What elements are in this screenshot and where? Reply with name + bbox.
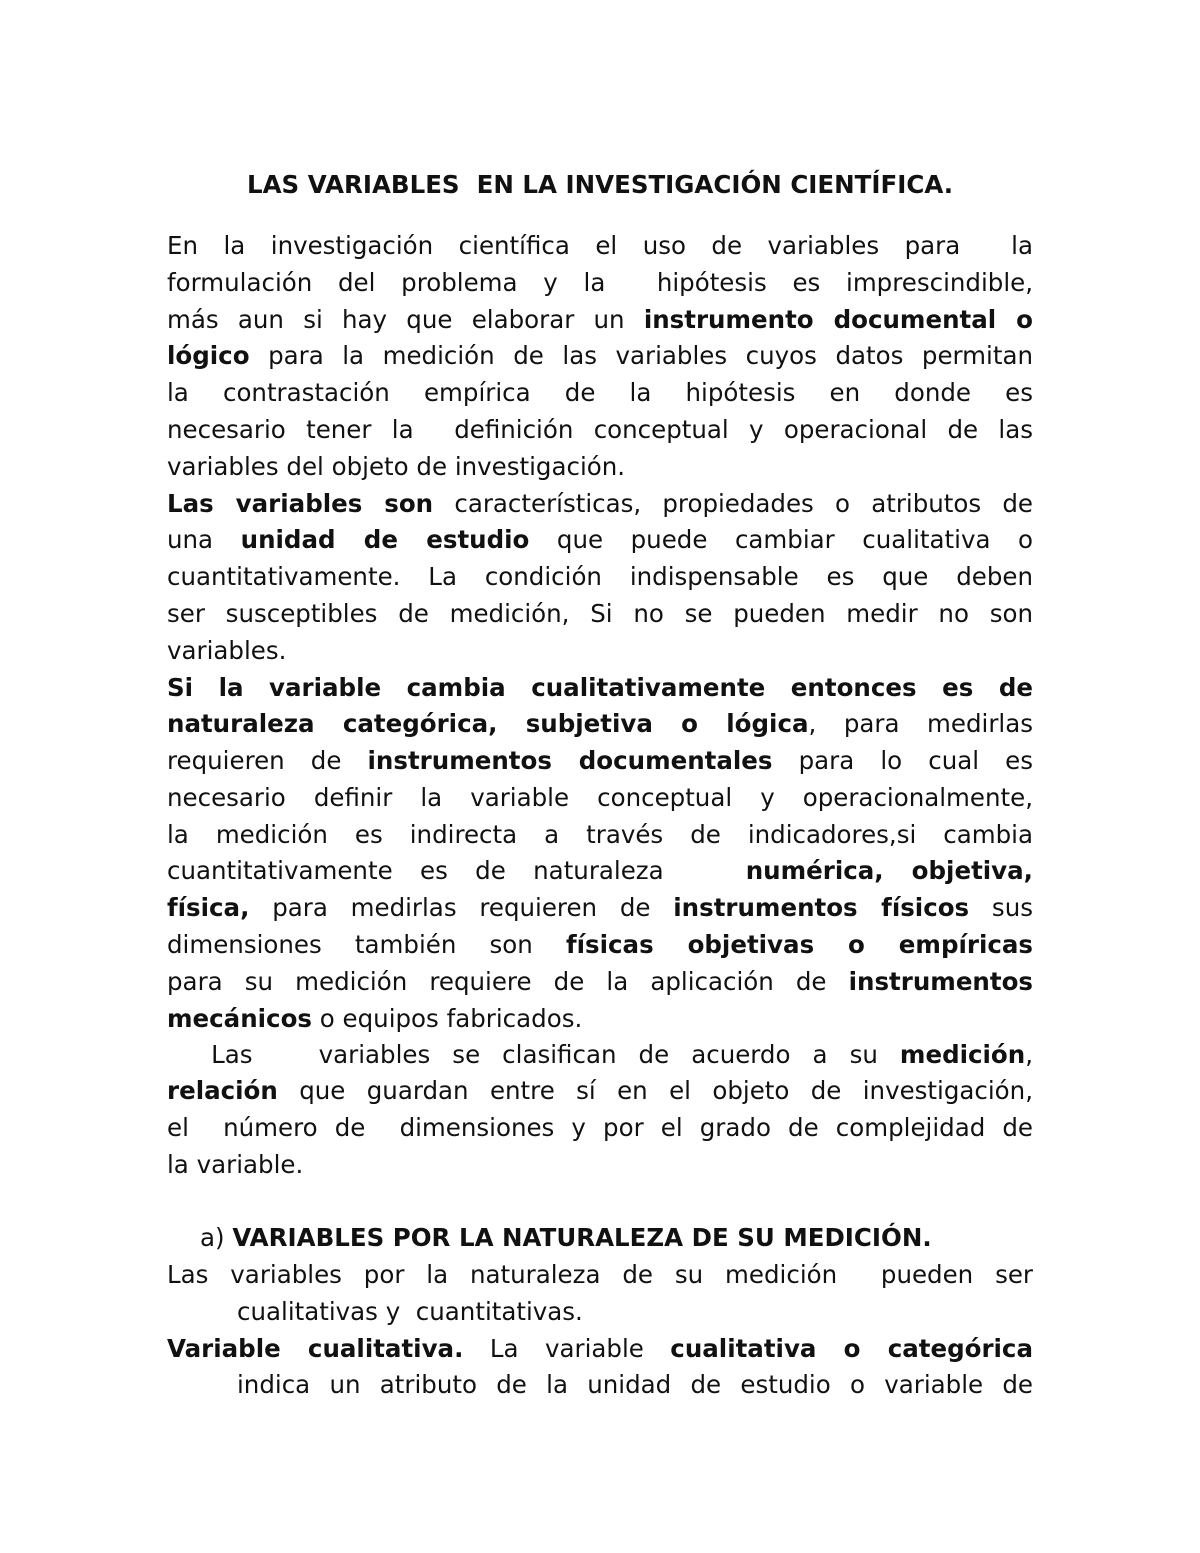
paragraph-definition <box>167 486 1033 670</box>
bold-text-run: mecánicos <box>167 1003 312 1033</box>
text-run: La variable <box>463 1333 671 1363</box>
text-line <box>167 559 1033 596</box>
text-run: necesario tener la definición conceptual y operacional de las <box>167 414 1033 444</box>
text-line <box>167 964 1033 1001</box>
text-line <box>167 706 1033 743</box>
text-run: cuantitativamente. La condición indispensable es que deben <box>167 562 1033 592</box>
paragraph-qualitative-variable <box>167 1331 1033 1405</box>
bold-text-run: Si la variable cambia cualitativamente entonces es de <box>167 672 1033 702</box>
text-line <box>167 596 1033 633</box>
text-run: cualitativas y cuantitativas. <box>237 1296 583 1326</box>
text-line <box>167 449 1033 486</box>
bold-text-run: Variable cualitativa. <box>167 1333 464 1363</box>
text-line <box>167 375 1033 412</box>
section-heading-a <box>200 1220 932 1256</box>
text-line <box>167 522 1033 559</box>
text-run: requieren de <box>167 746 368 776</box>
text-run: indica un atributo de la unidad de estudio o variable de <box>237 1370 1033 1400</box>
text-run: , <box>1025 1039 1033 1069</box>
text-line <box>167 780 1033 817</box>
text-run: la variable. <box>167 1149 304 1179</box>
text-run: el número de dimensiones y por el grado de complejidad de <box>167 1113 1033 1143</box>
text-line <box>167 1037 1033 1074</box>
text-run: , para medirlas <box>808 709 1033 739</box>
bold-text-run: instrumento documental o <box>643 304 1033 334</box>
bold-text-run: relación <box>167 1076 278 1106</box>
paragraph-classification <box>167 1037 1033 1184</box>
text-line <box>167 927 1033 964</box>
bold-text-run: instrumentos <box>848 966 1033 996</box>
text-run: o equipos fabricados. <box>311 1003 583 1033</box>
text-run: para la medición de las variables cuyos datos permitan <box>249 341 1033 371</box>
text-line <box>167 265 1033 302</box>
text-run: necesario definir la variable conceptual y operacionalmente, <box>167 782 1033 812</box>
text-run: una <box>167 525 241 555</box>
bold-text-run: instrumentos físicos <box>673 893 970 923</box>
text-run: más aun si hay que elaborar un <box>167 304 644 334</box>
text-run: dimensiones también son <box>167 930 566 960</box>
bold-text-run: medición <box>899 1039 1026 1069</box>
text-line <box>167 743 1033 780</box>
bold-text-run: cualitativa o categórica <box>670 1333 1033 1363</box>
paragraph-measurement-types <box>167 1257 1033 1331</box>
bold-text-run: físicas objetivas o empíricas <box>565 930 1033 960</box>
text-line <box>167 486 1033 523</box>
text-run: que puede cambiar cualitativa o <box>529 525 1033 555</box>
bold-text-run: Las variables son <box>167 488 434 518</box>
paragraph-intro <box>167 228 1033 486</box>
text-run: formulación del problema y la hipótesis es imprescindible, <box>167 267 1033 297</box>
text-run: Las variables se clasifican de acuerdo a su <box>167 1039 900 1069</box>
text-line <box>167 338 1033 375</box>
text-line <box>167 853 1033 890</box>
text-line <box>167 1001 1033 1038</box>
text-line <box>167 633 1033 670</box>
text-line <box>167 228 1033 265</box>
text-line <box>167 1367 1033 1404</box>
text-line <box>167 1110 1033 1147</box>
paragraph-qualitative-quantitative <box>167 670 1033 1038</box>
text-run: la medición es indirecta a través de indicadores,si cambia <box>167 819 1033 849</box>
text-run: Las variables por la naturaleza de su medición pueden ser <box>167 1260 1033 1289</box>
text-run: cuantitativamente es de naturaleza <box>167 856 746 886</box>
text-line <box>167 817 1033 854</box>
bold-text-run: naturaleza categórica, subjetiva o lógica <box>167 709 809 739</box>
text-line <box>167 1294 1033 1331</box>
text-run: para medirlas requieren de <box>249 893 674 923</box>
text-run: variables del objeto de investigación. <box>167 451 626 481</box>
list-label: a) <box>200 1223 233 1252</box>
bold-text-run: física, <box>167 893 250 923</box>
bold-text-run: lógico <box>167 341 250 371</box>
bold-text-run: instrumentos documentales <box>367 746 773 776</box>
text-run: características, propiedades o atributos de <box>433 488 1033 518</box>
text-run: variables. <box>167 635 287 665</box>
text-run: sus <box>969 893 1033 923</box>
text-line <box>167 1257 1033 1294</box>
text-line <box>167 670 1033 707</box>
text-line <box>167 1147 1033 1184</box>
text-run: ser susceptibles de medición, Si no se pueden medir no son <box>167 598 1033 628</box>
text-run: En la investigación científica el uso de variables para la <box>167 231 1033 260</box>
text-run: para lo cual es <box>772 746 1034 776</box>
document-title: LAS VARIABLES EN LA INVESTIGACIÓN CIENTÍFICA. <box>246 170 954 199</box>
text-line <box>167 412 1033 449</box>
text-line <box>167 1331 1033 1368</box>
text-run: para su medición requiere de la aplicación de <box>167 966 849 996</box>
section-heading-text: VARIABLES POR LA NATURALEZA DE SU MEDICIÓN. <box>232 1223 932 1252</box>
text-run: que guardan entre sí en el objeto de investigación, <box>277 1076 1033 1106</box>
bold-text-run: numérica, objetiva, <box>745 856 1033 886</box>
text-line <box>167 890 1033 927</box>
bold-text-run: unidad de estudio <box>240 525 530 555</box>
text-run: la contrastación empírica de la hipótesis en donde es <box>167 378 1033 408</box>
text-line <box>167 1073 1033 1110</box>
text-line <box>167 302 1033 339</box>
